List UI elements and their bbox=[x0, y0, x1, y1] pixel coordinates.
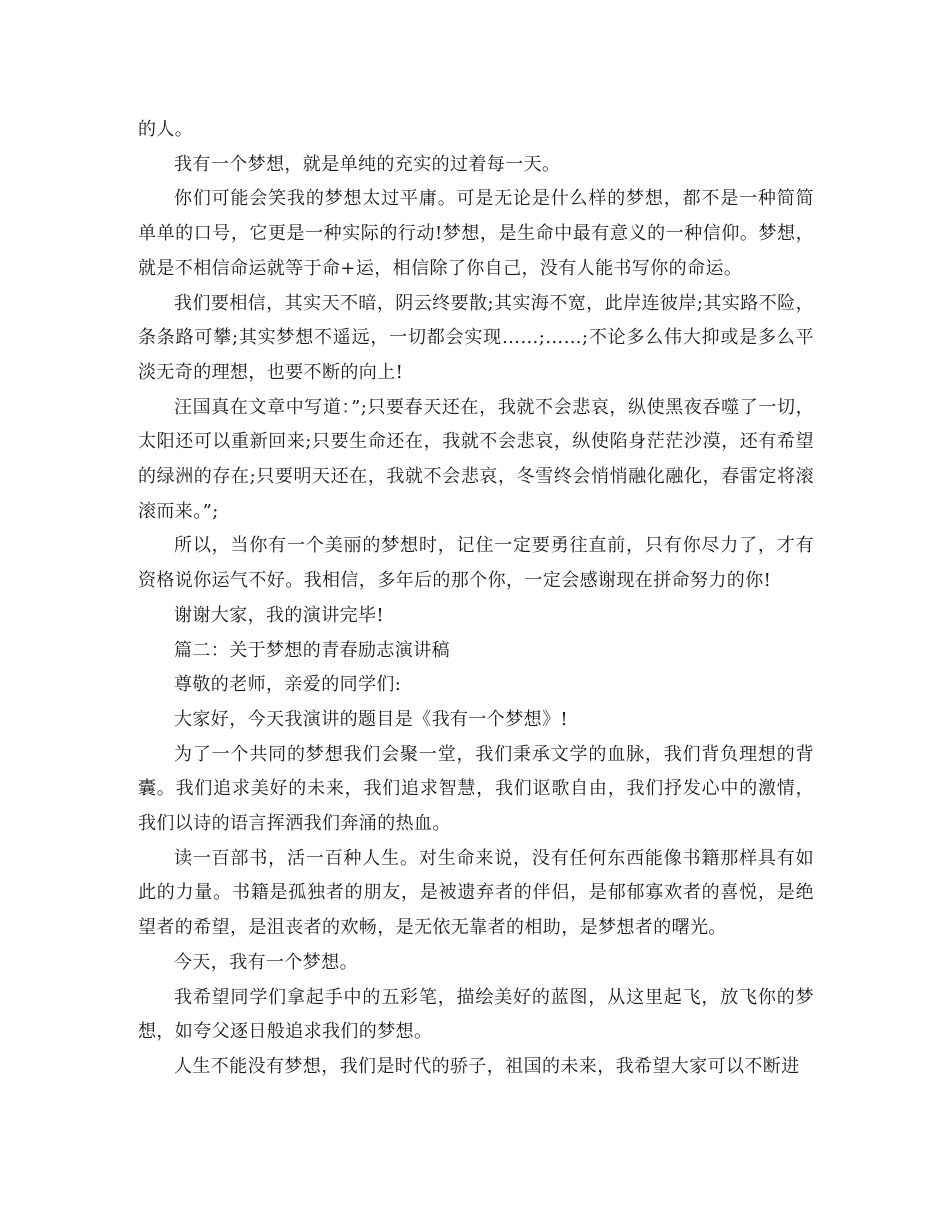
section-heading: 篇二：关于梦想的青春励志演讲稿 bbox=[174, 639, 450, 661]
paragraph: 今天，我有一个梦想。 bbox=[174, 951, 358, 973]
paragraph: 所以，当你有一个美丽的梦想时，记住一定要勇往直前，只有你尽力了，才有资格说你运气不好。我相信，多年后的那个你，一定会感谢现在拼命努力的你! bbox=[138, 535, 814, 592]
salutation: 尊敬的老师，亲爱的同学们: bbox=[174, 674, 402, 696]
paragraph: 我希望同学们拿起手中的五彩笔，描绘美好的蓝图，从这里起飞，放飞你的梦想，如夸父逐日般追求我们的梦想。 bbox=[138, 986, 814, 1043]
paragraph: 读一百部书，活一百种人生。对生命来说，没有任何东西能像书籍那样具有如此的力量。书籍是孤独者的朋友，是被遗弃者的伴侣，是郁郁寡欢者的喜悦，是绝望者的希望，是沮丧者的欢畅，是无依无靠者的相助，是梦想者的曙光。 bbox=[138, 847, 814, 939]
paragraph: 你们可能会笑我的梦想太过平庸。可是无论是什么样的梦想，都不是一种简简单单的口号，它更是一种实际的行动!梦想，是生命中最有意义的一种信仰。梦想，就是不相信命运就等于命+运，相信除了你自己，没有人能书写你的命运。 bbox=[138, 188, 814, 279]
paragraph: 人生不能没有梦想，我们是时代的骄子，祖国的未来，我希望大家可以不断进 bbox=[174, 1055, 800, 1077]
document-body bbox=[138, 113, 814, 1085]
paragraph: 我们要相信，其实天不暗，阴云终要散;其实海不宽，此岸连彼岸;其实路不险，条条路可攀;其实梦想不遥远，一切都会实现……;……;不论多么伟大抑或是多么平淡无奇的理想，也要不断的向上! bbox=[138, 292, 814, 383]
paragraph: 大家好，今天我演讲的题目是《我有一个梦想》! bbox=[174, 708, 569, 730]
paragraph: 我有一个梦想，就是单纯的充实的过着每一天。 bbox=[174, 153, 561, 175]
paragraph: 汪国真在文章中写道：”;只要春天还在，我就不会悲哀，纵使黑夜吞噬了一切，太阳还可以重新回来;只要生命还在，我就不会悲哀，纵使陷身茫茫沙漠，还有希望的绿洲的存在;只要明天还在，我就不会悲哀，冬雪终会悄悄融化融化，春雷定将滚滚而来。”; bbox=[138, 396, 814, 522]
paragraph: 为了一个共同的梦想我们会聚一堂，我们秉承文学的血脉，我们背负理想的背囊。我们追求美好的未来，我们追求智慧，我们讴歌自由，我们抒发心中的激情，我们以诗的语言挥洒我们奔涌的热血。 bbox=[138, 743, 814, 835]
paragraph: 谢谢大家，我的演讲完毕! bbox=[174, 604, 385, 626]
paragraph: 的人。 bbox=[138, 119, 194, 140]
